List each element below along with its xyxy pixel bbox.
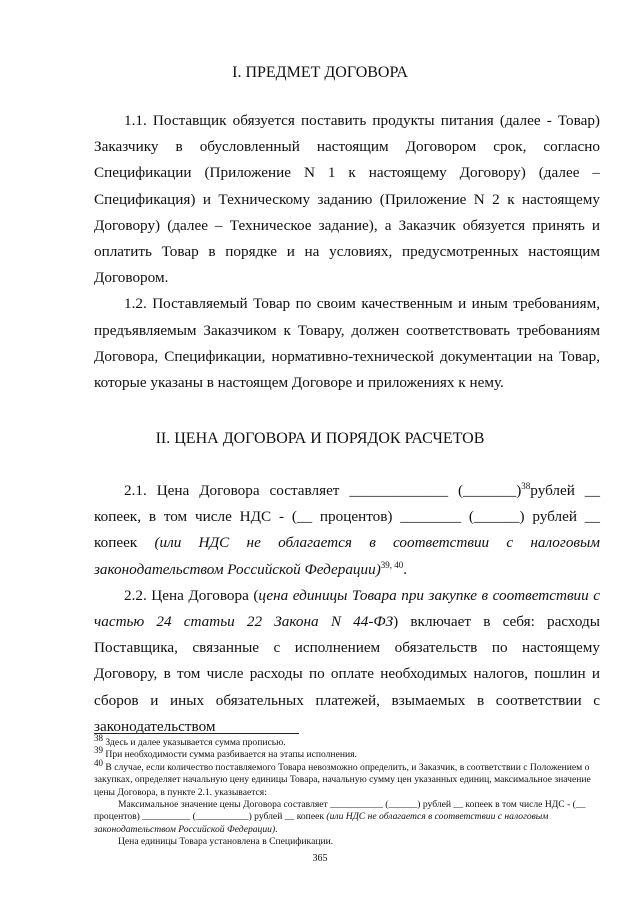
footnote-ref-39-40: 39, 40 xyxy=(380,559,404,570)
clause-2-1-text-a: 2.1. Цена Договора составляет _____________ (_______) xyxy=(124,482,522,499)
clause-2-2-text-a: 2.2. Цена Договора ( xyxy=(124,586,259,604)
footnote-38-text: Здесь и далее указывается сумма прописью. xyxy=(105,737,286,748)
clause-2-2-italic: цена единицы Товара при закупке в соответствии с частью 24 статьи 22 Закона N 44-ФЗ xyxy=(94,586,600,631)
clause-1-1: 1.1. Поставщик обязуется поставить продукты питания (далее - Товар) Заказчику в обусловленный настоящим Договором срок, согласно Спецификации (Приложение N 1 к настоящему Договору) (далее – Спецификация) и Техническому заданию (Приложение N 2 к настоящему Договору) (далее – Техническое задание), а Заказчик обязуется принять и оплатить Товар в порядке и на условиях, предусмотренных настоящим Договором. xyxy=(94,112,600,287)
clause-2-2 xyxy=(94,583,600,740)
clause-2-1-end: . xyxy=(403,560,408,578)
footnote-ref-38: 38 xyxy=(521,480,531,491)
section-1-title: I. ПРЕДМЕТ ДОГОВОРА xyxy=(232,64,408,81)
footnote-38-number: 38 xyxy=(94,732,103,743)
clause-2-1-text-b: рублей __ копеек, в том числе НДС - (__ процентов) ________ (______) рублей __ копеек xyxy=(94,482,600,552)
clause-2-2-text-b: ) включает в себя: расходы Поставщика, связанные с исполнением обязательств по настоящему Договору, в том числе расходы по оплате необходимых налогов, пошлин и сборов и иных обязательных платежей, взымаемых в соответствии с законодательством xyxy=(94,613,600,735)
clause-2-1 xyxy=(94,478,600,583)
clause-1-2: 1.2. Поставляемый Товар по своим качественным и иным требованиям, предъявляемым Заказчиком к Товару, должен соответствовать требованиям Договора, Спецификации, нормативно-технической документации на Товар, которые указаны в настоящем Договоре и приложениях к нему. xyxy=(94,295,600,392)
section-2-body xyxy=(94,478,600,740)
footnote-39-text: При необходимости сумма разбивается на этапы исполнения. xyxy=(105,749,357,761)
footnote-divider xyxy=(94,733,299,734)
clause-2-1-italic: (или НДС не облагается в соответствии с налоговым законодательством Российской Федерации) xyxy=(94,534,600,578)
footnote-39-number: 39 xyxy=(94,745,103,756)
footnote-40-number: 40 xyxy=(94,757,103,768)
section-2-title: II. ЦЕНА ДОГОВОРА И ПОРЯДОК РАСЧЕТОВ xyxy=(155,430,485,447)
footnotes xyxy=(94,732,600,849)
footnote-max-price-end: . xyxy=(275,823,278,835)
footnote-40 xyxy=(94,757,600,799)
footnote-max-price-text: Максимальное значение цены Договора составляет ___________ (______) рублей __ копеек в том числе НДС - (__ процентов) __________ (___________) рублей __ копеек xyxy=(94,799,586,823)
footnote-39 xyxy=(94,745,600,761)
footnote-40-text: В случае, если количество поставляемого Товара невозможно определить, и Заказчик, в соответствии с Положением о закупках, определяет начальную цену единицы Товара, начальную сумму цен указанных единиц, максимальное значение цены Договора, в пункте 2.1. указывается: xyxy=(94,761,591,798)
footnote-38 xyxy=(94,732,600,749)
page-number: 365 xyxy=(312,853,328,864)
footnote-max-price xyxy=(94,799,600,836)
section-1-body xyxy=(94,108,600,396)
footnote-max-price-italic: (или НДС не облагается в соответствии с налоговым законодательством Российской Федерации) xyxy=(94,811,549,835)
footnote-unit-price: Цена единицы Товара установлена в Спецификации. xyxy=(118,836,334,848)
